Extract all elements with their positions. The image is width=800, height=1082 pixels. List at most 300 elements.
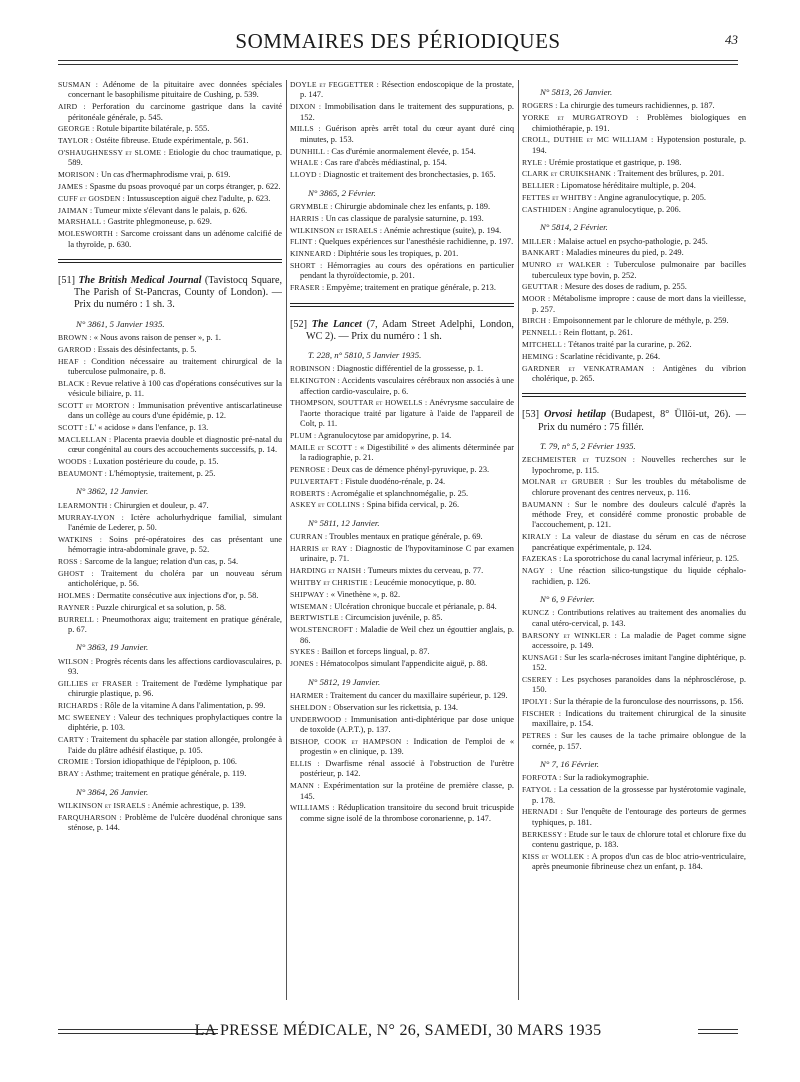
entry-author: WHITBY et CHRISTIE :: [290, 578, 373, 588]
summary-entry: [290, 781, 514, 802]
entry-text: Leucémie monocytique, p. 80.: [374, 578, 477, 588]
entry-text: Traitement des brûlures, p. 201.: [617, 169, 725, 179]
entry-text: Nouvelles recherches sur le lypochrome, p. 115.: [532, 455, 747, 475]
entry-text: Etiologie du choc traumatique, p. 589.: [68, 148, 283, 168]
issue-heading: N° 3864, 26 Janvier.: [76, 786, 149, 797]
summary-entry: [58, 679, 282, 700]
summary-entry: [522, 554, 746, 564]
entry-text: Traitement du choléra par un nouveau sérum anticholérique, p. 56.: [68, 568, 282, 589]
summary-entry: [290, 431, 514, 441]
entry-text: Problèmes biologiques en chimiothérapie, p. 191.: [532, 113, 747, 133]
journal-info: (Budapest, 8° Üllöi-ut, 26). — Prix du numéro : 75 fillér.: [538, 409, 746, 433]
entry-text: Baillon et forceps lingual, p. 87.: [321, 647, 430, 657]
summary-entry: [58, 148, 282, 169]
footer-text: LA PRESSE MÉDICALE, N° 26, SAMEDI, 30 MARS 1935: [194, 1022, 602, 1039]
entry-author: BERKESSY :: [522, 829, 567, 839]
entry-text: La maladie de Paget comme signe accessoire, p. 149.: [532, 630, 747, 651]
entry-text: Soins pré-opératoires des cas présentant une hémorragie intra-abdominale grave, p. 52.: [68, 534, 282, 555]
column-3: [522, 80, 746, 874]
entry-author: JONES :: [290, 659, 319, 669]
summary-entry: [522, 697, 746, 707]
entry-text: Spina bifida cervical, p. 26.: [366, 500, 460, 510]
summary-entry: [522, 532, 746, 553]
summary-entry: [290, 283, 514, 293]
summary-entry: [522, 852, 746, 873]
summary-entry: [58, 423, 282, 433]
summary-entry: [290, 659, 514, 669]
entry-text: Diagnostic différentiel de la grossesse, p. 1.: [336, 364, 484, 374]
entry-author: GRYMBLE :: [290, 202, 333, 212]
summary-entry: [290, 532, 514, 542]
entry-text: Maladie de Weil chez un égouttier anglais, p. 86.: [300, 625, 515, 645]
summary-entry: [522, 785, 746, 806]
summary-entry: [58, 713, 282, 734]
entry-text: Un cas classique de paralysie saturnine, p. 193.: [325, 213, 484, 223]
entry-text: Cas rare d'abcès médiastinal, p. 154.: [324, 158, 447, 168]
header-double-rule: [58, 60, 738, 65]
entry-text: Chirurgien et douleur, p. 47.: [113, 500, 209, 510]
entry-author: HOLMES :: [58, 591, 95, 601]
summary-entry: [290, 249, 514, 259]
journal-heading: [522, 409, 746, 433]
issue-heading: N° 5812, 19 Janvier.: [308, 676, 381, 687]
entry-author: WILSON :: [58, 656, 94, 666]
entry-text: Sarcome de la langue; relation d'un cas, p. 54.: [84, 557, 239, 567]
entry-author: FATYOL :: [522, 785, 557, 795]
summary-entry: [522, 807, 746, 828]
entry-author: ROBERTS :: [290, 488, 330, 498]
entry-text: Problème de l'ulcère duodénal chronique sans sténose, p. 144.: [68, 812, 282, 833]
entry-author: BRAY :: [58, 769, 84, 779]
summary-entry: [58, 136, 282, 146]
entry-text: Perforation du carcinome gastrique dans la cavité péritonéale générale, p. 545.: [68, 102, 282, 122]
entry-author: DOYLE et FEGGETTER :: [290, 80, 379, 89]
entry-text: Contributions relatives au traitement des anomalies du canal utéro-cervical, p. 143.: [532, 608, 746, 628]
entry-author: RICHARDS :: [58, 701, 103, 711]
summary-entry: [290, 566, 514, 576]
entry-text: Maladies mineures du pied, p. 249.: [566, 248, 684, 258]
summary-entry: [522, 328, 746, 338]
summary-entry: [58, 80, 282, 101]
entry-text: Traitement du sphacèle par station allongée, prolongée à l'aide du plâtre adhésif élastique, p. 105.: [68, 735, 283, 755]
entry-text: « Digestibilité » des aliments déterminée par la radiographie, p. 21.: [300, 442, 515, 463]
entry-text: L' « acidose » dans l'enfance, p. 13.: [89, 423, 209, 433]
entry-author: PLUM :: [290, 431, 317, 441]
summary-entry: [290, 124, 514, 145]
summary-entry: [290, 602, 514, 612]
summary-entry: [290, 226, 514, 236]
issue-heading: N° 3863, 19 Janvier.: [76, 642, 149, 653]
entry-author: MARSHALL :: [58, 217, 106, 227]
summary-entry: [58, 229, 282, 250]
summary-entry: [58, 401, 282, 422]
entry-text: Torsion idiopathique de l'épiploon, p. 106.: [95, 757, 237, 767]
summary-entry: [522, 260, 746, 281]
entry-author: MITCHELL :: [522, 340, 567, 349]
entry-text: Anémie achrestique (suite), p. 194.: [383, 225, 502, 235]
entry-text: Valeur des techniques prophylactiques contre la diphtérie, p. 103.: [68, 713, 282, 733]
entry-author: GILLIES et FRASER :: [58, 679, 139, 689]
entry-author: GARDNER et VENKATRAMAN :: [522, 363, 655, 373]
entry-text: Réduplication transitoire du second bruit tricuspide comme signe isolé de la thrombose coronarienne, p. 147.: [300, 803, 515, 823]
entry-text: Puzzle chirurgical et sa solution, p. 58.: [96, 602, 227, 612]
issue-heading: N° 5814, 2 Février.: [540, 222, 608, 233]
summary-entry: [522, 364, 746, 385]
entry-author: MOOR :: [522, 294, 551, 304]
entry-text: Rôle de la vitamine A dans l'alimentation, p. 99.: [104, 701, 266, 711]
summary-entry: [58, 194, 282, 204]
summary-entry: [58, 603, 282, 613]
entry-text: La chirurgie des tumeurs rachidiennes, p. 187.: [559, 101, 715, 111]
entry-text: Fistule duodéno-rénale, p. 24.: [345, 476, 446, 486]
entry-author: WOODS :: [58, 457, 92, 467]
entry-text: Tumeur mixte s'élevant dans le palais, p. 626.: [94, 205, 248, 215]
entry-text: Gastrite phlegmoneuse, p. 629.: [107, 217, 212, 227]
entry-text: « Nous avons raison de penser », p. 1.: [93, 333, 222, 343]
entry-text: Anévrysme sacculaire de l'aorte thoracique traité par ligature à l'aide de l'appareil de Colt, p. 11.: [300, 398, 514, 429]
summary-entry: [522, 282, 746, 292]
entry-text: Diagnostic et traitement des bronchectasies, p. 165.: [323, 170, 496, 180]
summary-entry: [58, 333, 282, 343]
entry-text: Circumcision juvénile, p. 85.: [345, 613, 443, 623]
entry-author: IPOLYI :: [522, 697, 552, 707]
entry-text: Agranulocytose par amidopyrine, p. 14.: [317, 431, 452, 441]
entry-author: RYLE :: [522, 157, 547, 167]
entry-author: WHALE :: [290, 158, 323, 168]
entry-author: BURRELL :: [58, 614, 99, 624]
summary-entry: [58, 170, 282, 180]
entry-author: HARDING et NAISH :: [290, 566, 366, 576]
entry-author: SHORT :: [290, 261, 323, 270]
entry-author: PETRES :: [522, 731, 558, 741]
column-divider-1: [286, 80, 287, 1000]
summary-entry: [58, 435, 282, 456]
summary-entry: [290, 214, 514, 224]
summary-entry: [290, 578, 514, 588]
entry-author: WILLIAMS :: [290, 803, 335, 813]
entry-text: Observation sur les rickettsia, p. 134.: [333, 702, 459, 712]
summary-entry: [290, 80, 514, 101]
summary-entry: [290, 803, 514, 824]
entry-author: KIRALY :: [522, 532, 558, 542]
entry-author: KISS et WOLLEK :: [522, 851, 590, 861]
entry-author: HARMER :: [290, 691, 329, 701]
entry-author: BANKART :: [522, 248, 564, 258]
column-1: [58, 80, 282, 835]
summary-entry: [290, 465, 514, 475]
entry-author: TAYLOR :: [58, 136, 94, 146]
summary-entry: [290, 443, 514, 464]
entry-text: Sur la radiokymographie.: [563, 773, 649, 783]
entry-text: Tétanos traité par la curarine, p. 262.: [568, 340, 692, 349]
page-header: [58, 28, 738, 54]
entry-text: Pneumothorax aigu; traitement en pratique générale, p. 67.: [68, 614, 283, 635]
summary-entry: [522, 830, 746, 851]
summary-entry: [58, 513, 282, 534]
entry-text: Placenta praevia double et diagnostic pré-natal du cœur congénital au cours des accouchements successifs, p. 14.: [68, 435, 283, 455]
summary-entry: [290, 170, 514, 180]
journal-title: Orvosi hetilap: [544, 409, 606, 421]
entry-author: ROGERS :: [522, 101, 558, 111]
section-rule: [58, 259, 282, 263]
summary-entry: [58, 357, 282, 378]
entry-author: JAIMAN :: [58, 205, 93, 215]
entry-author: WILKINSON et ISRAELS :: [290, 225, 383, 235]
entry-author: BIRCH :: [522, 316, 551, 326]
entry-author: O'SHAUGHNESSY et SLOME :: [58, 148, 167, 157]
entry-author: FRASER :: [290, 283, 325, 293]
summary-entry: [522, 500, 746, 531]
entry-author: CARTY :: [58, 735, 89, 745]
entry-author: BARSONY et WINKLER :: [522, 630, 617, 640]
entry-text: Chirurgie abdominale chez les enfants, p. 189.: [334, 202, 491, 212]
entry-author: SCOTT :: [58, 423, 88, 433]
summary-entry: [58, 217, 282, 227]
entry-text: Rotule bipartite bilatérale, p. 555.: [96, 124, 210, 134]
summary-entry: [58, 757, 282, 767]
summary-entry: [58, 801, 282, 811]
journal-info: (Tavistocq Square, The Parish of St-Pancras, County of London). — Prix du numéro : 1 sh. 3.: [74, 275, 283, 311]
entry-text: Sur les causes de la tache primaire oblongue de la cornée, p. 157.: [532, 731, 746, 751]
summary-entry: [522, 135, 746, 156]
entry-author: AIRD :: [58, 102, 86, 112]
issue-heading: N° 3865, 2 Février.: [308, 187, 376, 198]
entry-author: LLOYD :: [290, 170, 322, 180]
issue-heading: N° 3861, 5 Janvier 1935.: [76, 318, 165, 329]
journal-heading: [58, 275, 282, 312]
entry-author: WILKINSON et ISRAELS :: [58, 801, 151, 811]
column-divider-2: [518, 80, 519, 1000]
entry-text: Mesure des doses de radium, p. 255.: [564, 282, 687, 292]
issue-heading: N° 5811, 12 Janvier.: [308, 517, 380, 528]
summary-entry: [58, 379, 282, 400]
summary-entry: [290, 398, 514, 429]
summary-entry: [522, 248, 746, 258]
summary-entry: [290, 590, 514, 600]
entry-author: FARQUHARSON :: [58, 812, 122, 822]
entry-author: BROWN :: [58, 333, 92, 343]
entry-author: GHOST :: [58, 568, 94, 578]
entry-author: PENNELL :: [522, 328, 562, 338]
summary-entry: [522, 340, 746, 350]
entry-text: Spasme du psoas provoqué par un corps étranger, p. 622.: [89, 182, 281, 191]
entry-text: L'hémoptysie, traitement, p. 25.: [109, 469, 216, 479]
entry-text: Antigènes du vibrion cholérique, p. 265.: [532, 363, 746, 383]
entry-author: CASTHIDEN :: [522, 204, 572, 214]
entry-author: MILLS :: [290, 124, 321, 134]
entry-text: Sur la thérapie de la furonculose des nourrissons, p. 156.: [553, 697, 744, 707]
entry-text: La sporotrichose du canal lacrymal inférieur, p. 125.: [563, 554, 739, 564]
entry-author: CURRAN :: [290, 532, 328, 542]
entry-author: BAUMANN :: [522, 499, 570, 509]
summary-entry: [58, 701, 282, 711]
entry-author: PENROSE :: [290, 465, 330, 475]
entry-author: CROLL, DUTHIE et MC WILLIAM :: [522, 135, 654, 145]
summary-entry: [58, 102, 282, 123]
issue-heading: N° 3862, 12 Janvier.: [76, 486, 149, 497]
summary-entry: [522, 709, 746, 730]
entry-text: Diagnostic de l'hypovitaminose C par examen urinaire, p. 71.: [300, 544, 514, 564]
entry-author: MORISON :: [58, 170, 99, 180]
summary-entry: [290, 759, 514, 780]
entry-text: La valeur de diastase du sérum en cas de nécrose pancréatique expérimentale, p. 124.: [532, 532, 746, 552]
issue-heading: T. 228, n° 5810, 5 Janvier 1935.: [308, 350, 422, 361]
entry-text: Un cas d'hermaphrodisme vrai, p. 619.: [100, 170, 231, 180]
entry-text: Essais des désinfectants, p. 5.: [97, 344, 197, 354]
summary-entry: [522, 237, 746, 247]
summary-entry: [522, 113, 746, 134]
entry-text: Urémie prostatique et gastrique, p. 198.: [548, 157, 682, 167]
summary-entry: [522, 653, 746, 674]
entry-author: ZECHMEISTER et TUZSON :: [522, 455, 636, 465]
entry-text: Sur les troubles du métabolisme de chlorure provenant des centres nerveux, p. 116.: [532, 477, 746, 497]
summary-entry: [522, 205, 746, 215]
entry-author: CUFF et GOSDEN :: [58, 193, 125, 203]
entry-text: Diphtérie sous les tropiques, p. 201.: [337, 249, 459, 259]
summary-entry: [522, 101, 746, 111]
entry-author: KUNCZ :: [522, 608, 555, 618]
summary-entry: [522, 731, 746, 752]
summary-entry: [290, 613, 514, 623]
summary-entry: [290, 500, 514, 510]
entry-author: BERTWISTLE :: [290, 613, 344, 623]
summary-entry: [290, 102, 514, 123]
entry-author: CSEREY :: [522, 675, 559, 685]
entry-text: Empoisonnement par le chlorure de méthyle, p. 259.: [552, 316, 729, 326]
entry-author: FISCHER :: [522, 709, 562, 719]
journal-title: The British Medical Journal: [78, 275, 202, 286]
entry-author: LEARMONTH :: [58, 500, 112, 510]
summary-entry: [290, 544, 514, 565]
section-rule: [290, 303, 514, 307]
entry-text: Hémorragies au cours des opérations en particulier pendant la thyroïdectomie, p. 201.: [300, 261, 515, 281]
entry-text: Ostéite fibreuse. Etude expérimentale, p. 561.: [95, 136, 249, 146]
entry-author: BELLIER :: [522, 181, 560, 191]
entry-author: ELLIS :: [290, 759, 320, 769]
entry-author: SCOTT et MORTON :: [58, 401, 135, 411]
entry-author: FETTES et WHITBY :: [522, 193, 597, 202]
summary-entry: [58, 569, 282, 590]
journal-heading: [290, 319, 514, 343]
entry-text: Les psychoses paranoïdes dans la néphrosclérose, p. 150.: [532, 675, 746, 695]
entry-author: HERNADI :: [522, 807, 564, 817]
entry-author: MOLESWORTH :: [58, 229, 119, 239]
summary-entry: [522, 477, 746, 498]
summary-entry: [290, 261, 514, 282]
entry-text: Scarlatine récidivante, p. 264.: [560, 351, 661, 361]
entry-text: Immunisation anti-diphtérique par dose unique de toxoïde (A.P.T.), p. 137.: [300, 714, 514, 735]
entry-author: GEUTTAR :: [522, 282, 563, 292]
entry-text: Accidents vasculaires cérébraux non associés à une affection cardio-vasculaire, p. 6.: [300, 376, 514, 396]
entry-author: ELKINGTON :: [290, 376, 340, 386]
entry-author: MC SWEENEY :: [58, 713, 116, 723]
entry-author: WOLSTENCROFT :: [290, 625, 358, 635]
issue-heading: T. 79, n° 5, 2 Février 1935.: [540, 440, 636, 451]
entry-author: DUNHILL :: [290, 146, 330, 156]
entry-author: ROSS :: [58, 557, 83, 567]
entry-author: FORFOTA :: [522, 773, 562, 783]
entry-text: Ictère acholurhydrique familial, simulant l'anémie de Lederer, p. 50.: [68, 512, 282, 533]
entry-text: A propos d'un cas de bloc atrio-ventriculaire, après pneumonie fibrineuse chez un enfant, p. 184.: [532, 851, 746, 872]
entry-author: YORKE et MURGATROYD :: [522, 113, 639, 123]
summary-entry: [58, 457, 282, 467]
entry-text: Sur les scarla-nécroses imitant l'angine diphtérique, p. 152.: [532, 652, 746, 673]
entry-author: MILLER :: [522, 236, 556, 246]
entry-text: Acromégalie et splanchnomégalie, p. 25.: [331, 488, 469, 498]
summary-entry: [522, 631, 746, 652]
summary-entry: [290, 237, 514, 247]
entry-text: Revue relative à 100 cas d'opérations consécutives sur la vésicule biliaire, p. 11.: [68, 378, 282, 399]
entry-author: GARROD :: [58, 344, 96, 354]
summary-entry: [522, 169, 746, 179]
summary-entry: [290, 489, 514, 499]
entry-text: Métabolisme impropre : cause de mort dans la vieillesse, p. 257.: [532, 294, 746, 314]
entry-author: SHIPWAY :: [290, 589, 329, 599]
entry-author: SYKES :: [290, 647, 320, 657]
entry-text: Immunisation préventive antiscarlatineuse dans un collège au cours d'une épidémie, p. 12.: [68, 401, 283, 421]
entry-author: JAMES :: [58, 182, 88, 191]
summary-entry: [522, 675, 746, 696]
entry-text: Sur l'enquête de l'entourage des porteurs de germes typhiques, p. 181.: [532, 807, 747, 827]
entry-author: KINNEARD :: [290, 249, 336, 259]
page-footer: [58, 1020, 738, 1042]
entry-author: DIXON :: [290, 102, 322, 112]
page-number: 43: [725, 32, 738, 47]
entry-author: MUNRO et WALKER :: [522, 260, 610, 270]
summary-entry: [522, 352, 746, 362]
summary-entry: [290, 625, 514, 646]
entry-author: UNDERWOOD :: [290, 714, 348, 724]
entry-text: Lipomatose héréditaire multiple, p. 204.: [561, 181, 696, 191]
entry-author: BEAUMONT :: [58, 469, 107, 479]
entry-author: WATKINS :: [58, 534, 103, 544]
entry-text: Hématocolpos simulant l'appendicite aiguë, p. 88.: [320, 659, 488, 669]
summary-entry: [58, 557, 282, 567]
issue-heading: N° 5813, 26 Janvier.: [540, 87, 613, 97]
summary-entry: [522, 158, 746, 168]
entry-text: Angine agranulocytique, p. 205.: [598, 193, 707, 202]
entry-author: PULVERTAFT :: [290, 476, 344, 486]
summary-entry: [290, 737, 514, 758]
summary-entry: [290, 202, 514, 212]
entry-author: MANN :: [290, 781, 320, 791]
entry-author: MAILE et SCOTT :: [290, 442, 358, 452]
entry-text: Sur le nombre des douleurs calculé d'après la méthode Frey, et considéré comme pronostic probable de l'accouchement, p. 121.: [532, 499, 747, 530]
entry-text: « Vinethène », p. 82.: [330, 589, 401, 599]
entry-author: NAGY :: [522, 566, 553, 576]
entry-author: BLACK :: [58, 378, 90, 388]
entry-text: Adénome de la pituitaire avec données spéciales concernant le basophilisme pituitaire de Cushing, p. 539.: [68, 80, 282, 100]
journal-info: (7, Adam Street Adelphi, London, WC 2). — Prix du numéro : 1 sh.: [306, 318, 514, 342]
summary-entry: [58, 469, 282, 479]
summary-entry: [290, 158, 514, 168]
summary-entry: [58, 124, 282, 134]
entry-text: Progrès récents dans les affections cardiovasculaires, p. 93.: [68, 656, 282, 677]
journal-number: [51]: [58, 275, 75, 286]
summary-entry: [290, 147, 514, 157]
entry-text: Résection endoscopique de la prostate, p. 147.: [300, 80, 514, 100]
summary-entry: [290, 715, 514, 736]
summary-entry: [58, 769, 282, 779]
entry-text: Asthme; traitement en pratique générale, p. 119.: [84, 769, 247, 779]
entry-text: Quelques expériences sur l'anesthésie rachidienne, p. 197.: [318, 237, 514, 247]
summary-entry: [290, 691, 514, 701]
summary-entry: [290, 376, 514, 397]
entry-text: Cas d'urémie anormalement élevée, p. 154.: [331, 146, 476, 156]
column-2: [290, 80, 514, 826]
entry-author: FLINT :: [290, 237, 317, 247]
entry-author: RAYNER :: [58, 602, 95, 612]
